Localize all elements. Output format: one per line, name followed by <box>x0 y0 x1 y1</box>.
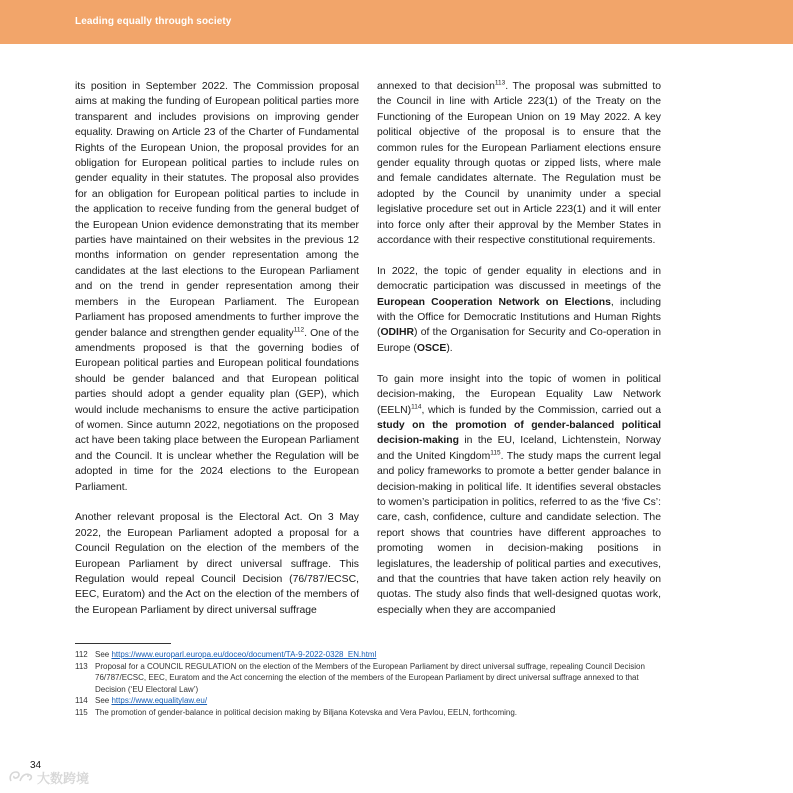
right-column <box>377 79 661 618</box>
footnote: 112 See https://www.europarl.europa.eu/doceo/document/TA-9-2022-0328_EN.html <box>75 650 377 659</box>
footnotes <box>75 649 665 719</box>
paragraph: In 2022, the topic of gender equality in elections and in democratic participation was discussed in meetings of the European Cooperation Network on Elections, including with the Office for Democratic Institutions and Human Rights (ODIHR) of the Organisation for Security and Co-operation in Europe (OSCE). <box>377 265 661 354</box>
paragraph: To gain more insight into the topic of women in political decision-making, the European Equality Law Network (EELN)$^{114}$, which is funded by the Commission, carried out a study on the promotion of gender-balanced political decision-making in the EU, Iceland, Lichtenstein, Norway and the United Kingdom$^{115}$. The study maps the current legal and policy frameworks to promote a better gender balance in decision-making in political life. It identifies several obstacles to women’s participation in politics, referred to as the ‘five Cs’: care, cash, confidence, culture and candidate selection. The report shows that countries have different approaches to promoting women in decision-making positions in legislatures, the leadership of political parties and executives, and that the countries that have taken action rely heavily on quotas. The study also finds that well-designed quotas work, especially when they are accompanied <box>377 373 661 616</box>
left-column <box>75 79 359 618</box>
paragraph: its position in September 2022. The Commission proposal aims at making the funding of European political parties more transparent and includes provisions on improving gender equality. Drawing on Article 23 of the Charter of Fundamental Rights of the European Union, the proposal provides for an obligation for European political parties to include rules on gender equality in their statutes. The proposal also provides for an obligation for European political parties to include in the application to receive funding from the general budget of the European Union evidence demonstrating that its member parties have maintained on their websites in the previous 12 months information on gender representation among the candidates at the last elections to the European Parliament and on the trend in gender representation among their members in the European Parliament. The European Parliament has proposed amendments to further improve the gender balance and strengthen gender equality$^{112}$. One of the amendments proposed is that the governing bodies of European political parties and European political foundations should be gender balanced and that European political parties should adopt a gender equality plan (GEP), which would include mechanisms to ensure the active participation of women. Since autumn 2022, negotiations on the proposed act have been taking place between the European Parliament and the Council. It is unclear whether the Regulation will be adopted in time for the 2024 elections to the European Parliament. <box>75 81 359 493</box>
footnote: 113 Proposal for a COUNCIL REGULATION on the election of the Members of the European Parliament by direct universal suffrage, repealing Council Decision 76/787/ECSC, EEC, Euratom and the Act concerning the election of the members of the European Parliament by direct universal suffrage annexed to that Decision (‘EU Electoral Law’) <box>75 661 645 694</box>
paragraph: Another relevant proposal is the Electoral Act. On 3 May 2022, the European Parliament adopted a proposal for a Council Regulation on the election of the members of the European Parliament by direct universal suffrage. This Regulation would repeal Council Decision (76/787/ECSC, EEC, Euratom) and the Act on the election of the members of the European Parliament by direct universal suffrage <box>75 512 359 616</box>
watermark <box>8 768 89 786</box>
running-header-title: Leading equally through society <box>75 16 232 27</box>
bold-term: OSCE <box>416 342 447 354</box>
footnote: 114 See https://www.equalitylaw.eu/ <box>75 696 208 706</box>
bold-term: ODIHR <box>380 327 414 339</box>
footnote-ref[interactable]: 113 <box>494 79 506 87</box>
bold-term: study on the promotion of gender-balanced political decision-making <box>377 419 661 447</box>
paragraph: annexed to that decision$^{113}$. The proposal was submitted to the Council in line with Article 223(1) of the Treaty on the Functioning of the European Union on 19 May 2022. A key political objective of the proposal is to ensure that the common rules for the European Parliament elections ensure gender equality through quotas or zipped lists, where male and female candidates alternate. The Regulation must be adopted by the Council by unanimity under a special legislative procedure set out in Article 223(1) and it will enter into force only after their approval by the Member States in accordance with their respective constitutional requirements. <box>377 79 661 247</box>
footnote-ref[interactable]: 115 <box>490 449 501 457</box>
footnote-divider <box>75 643 171 644</box>
page-number: 34 <box>30 760 42 771</box>
watermark-text: 大数跨境 <box>37 770 90 786</box>
bold-term: European Cooperation Network on Elections <box>377 296 611 308</box>
header-band <box>0 0 793 44</box>
footnote: 115 The promotion of gender-balance in political decision making by Biljana Kotevska and Vera Pavlou, EELN, forthcoming. <box>75 707 518 717</box>
footnote-link[interactable]: https://www.equalitylaw.eu/ <box>111 696 208 706</box>
footnote-ref[interactable]: 112 <box>293 326 305 334</box>
footnote-ref[interactable]: 114 <box>411 403 422 411</box>
dragon-logo-icon <box>8 769 34 785</box>
footnote-link[interactable]: https://www.europarl.europa.eu/doceo/document/TA-9-2022-0328_EN.html <box>111 650 377 659</box>
